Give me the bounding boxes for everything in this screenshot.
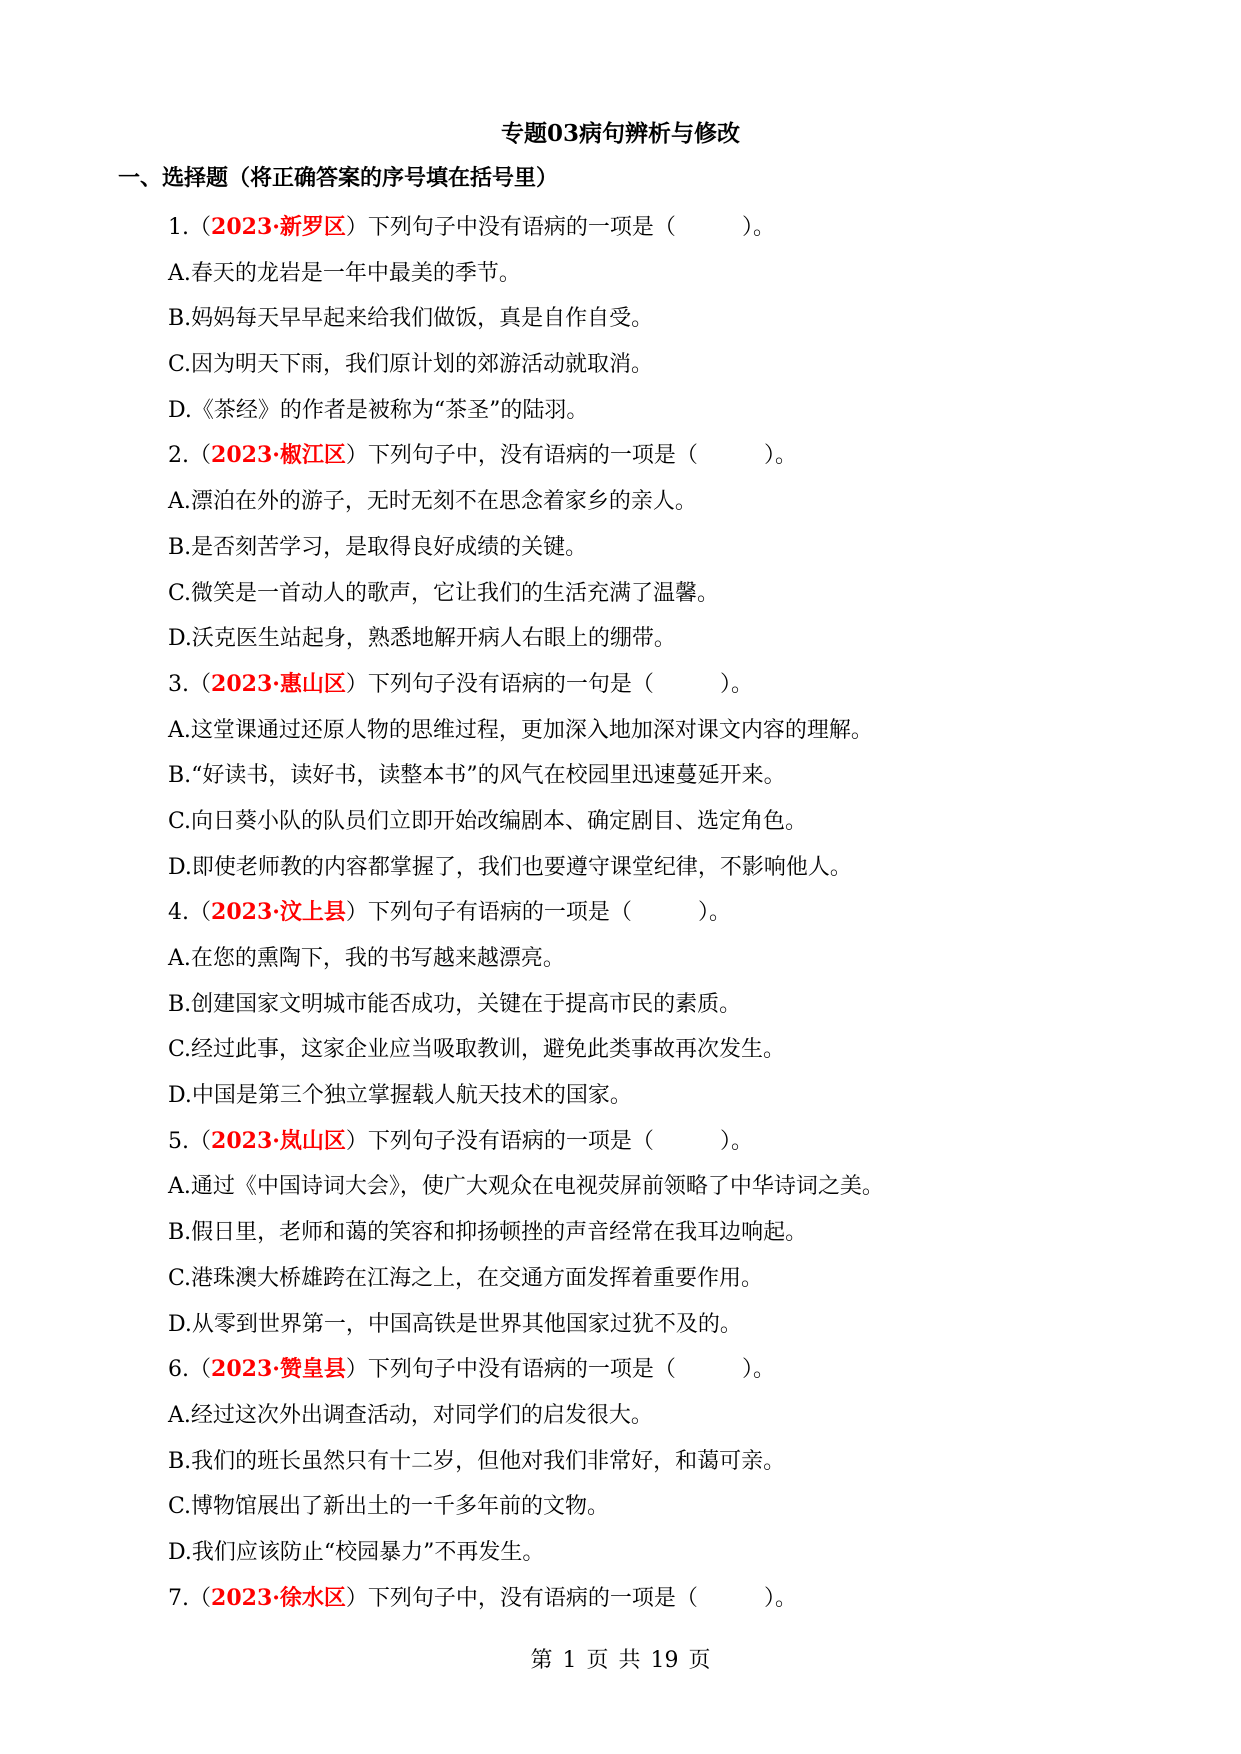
question-number: 2. [168,443,189,469]
question-text: 下列句子没有语病的一项是（ [367,1128,654,1154]
source-open: （ [189,1357,212,1383]
option-b: B.假日里，老师和蔼的笑容和抑扬顿挫的声音经常在我耳边响起。 [168,1220,808,1246]
question-text: 下列句子中没有语病的一项是（ [367,1357,676,1383]
question-text: 下列句子中，没有语病的一项是（ [367,443,698,469]
question-stem [168,1347,1168,1393]
option-d: D.中国是第三个独立掌握载人航天技术的国家。 [168,1083,632,1109]
question-text: 下列句子中没有语病的一项是（ [367,215,676,240]
question-number: 6. [168,1357,189,1383]
option-c: C.微笑是一首动人的歌声，它让我们的生活充满了温馨。 [168,580,720,606]
option-a: A.通过《中国诗词大会》，使广大观众在电视荧屏前领略了中华诗词之美。 [168,1174,884,1200]
footer-gong: 共 [618,1648,641,1673]
question-stem [168,890,1168,936]
question-tail: ）。 [719,1128,753,1154]
source-open: （ [189,671,212,697]
option-c: C.经过此事，这家企业应当吸取教训，避免此类事故再次发生。 [168,1037,786,1063]
option-b: B.妈妈每天早早起来给我们做饭，真是自作自受。 [168,306,654,332]
option-c: C.因为明天下雨，我们原计划的郊游活动就取消。 [168,352,654,378]
question-number: 5. [168,1128,189,1154]
footer-total-pages: 19 [650,1648,679,1673]
source-close: ） [345,1585,368,1611]
footer-ye: 页 [586,1648,609,1673]
question-number: 4. [168,900,189,926]
question-text: 下列句子没有语病的一句是（ [367,671,654,697]
question-stem [168,205,1168,251]
option-a: A.经过这次外出调查活动，对同学们的启发很大。 [168,1402,653,1428]
option-b: B.是否刻苦学习，是取得良好成绩的关键。 [168,534,588,560]
question-number: 1. [168,215,189,240]
question-source: 2023·惠山区 [211,670,346,697]
option-a: A.春天的龙岩是一年中最美的季节。 [168,260,521,286]
question-tail: ）。 [741,1357,775,1383]
footer-ye2: 页 [688,1648,711,1673]
source-close: ） [345,900,368,926]
question-stem [168,433,1168,479]
question-tail: ）。 [697,900,731,926]
question-tail: ）。 [763,1585,797,1611]
option-a: A.漂泊在外的游子，无时无刻不在思念着家乡的亲人。 [168,489,697,515]
option-d: D.即使老师教的内容都掌握了，我们也要遵守课堂纪律，不影响他人。 [168,854,852,880]
option-b: B.“好读书，读好书，读整本书”的风气在校园里迅速蔓延开来。 [168,763,786,789]
question-source: 2023·汶上县 [211,899,346,926]
question-stem [168,1576,1168,1622]
footer-page-number: 1 [562,1648,577,1673]
source-close: ） [345,215,368,240]
option-d: D.从零到世界第一，中国高铁是世界其他国家过犹不及的。 [168,1311,742,1337]
source-close: ） [345,443,368,469]
option-d: D.我们应该防止“校园暴力”不再发生。 [168,1539,545,1565]
question-stem [168,662,1168,708]
option-c: C.博物馆展出了新出土的一千多年前的文物。 [168,1494,610,1520]
source-close: ） [345,1128,368,1154]
source-open: （ [189,1128,212,1154]
source-open: （ [189,215,212,240]
option-b: B.创建国家文明城市能否成功，关键在于提高市民的素质。 [168,991,742,1017]
question-text: 下列句子有语病的一项是（ [367,900,632,926]
question-number: 7. [168,1585,189,1611]
option-a: A.在您的熏陶下，我的书写越来越漂亮。 [168,946,565,971]
source-open: （ [189,443,212,469]
source-open: （ [189,900,212,926]
option-d: D.沃克医生站起身，熟悉地解开病人右眼上的绷带。 [168,626,676,652]
question-tail: ）。 [719,671,753,697]
page-footer [0,1645,1241,1677]
question-number: 3. [168,671,189,697]
question-source: 2023·赞皇县 [211,1356,346,1383]
source-open: （ [189,1585,212,1611]
question-source: 2023·椒江区 [211,442,346,469]
question-source: 2023·新罗区 [211,214,346,240]
option-c: C.向日葵小队的队员们立即开始改编剧本、确定剧目、选定角色。 [168,808,808,834]
option-a: A.这堂课通过还原人物的思维过程，更加深入地加深对课文内容的理解。 [168,717,873,743]
source-close: ） [345,671,368,697]
question-list [168,205,1168,1621]
source-close: ） [345,1357,368,1383]
question-source: 2023·岚山区 [211,1127,346,1154]
option-d: D.《茶经》的作者是被称为“茶圣”的陆羽。 [168,397,589,423]
question-source: 2023·徐水区 [211,1584,346,1611]
question-tail: ）。 [763,443,797,469]
option-c: C.港珠澳大桥雄跨在江海之上，在交通方面发挥着重要作用。 [168,1265,764,1291]
option-b: B.我们的班长虽然只有十二岁，但他对我们非常好，和蔼可亲。 [168,1448,786,1474]
section-heading: 一、选择题（将正确答案的序号填在括号里） [118,165,559,191]
question-stem [168,1119,1168,1165]
question-text: 下列句子中，没有语病的一项是（ [367,1585,698,1611]
question-tail: ）。 [741,215,775,240]
footer-di: 第 [530,1648,553,1673]
page-title: 专题03病句辨析与修改 [500,120,740,147]
